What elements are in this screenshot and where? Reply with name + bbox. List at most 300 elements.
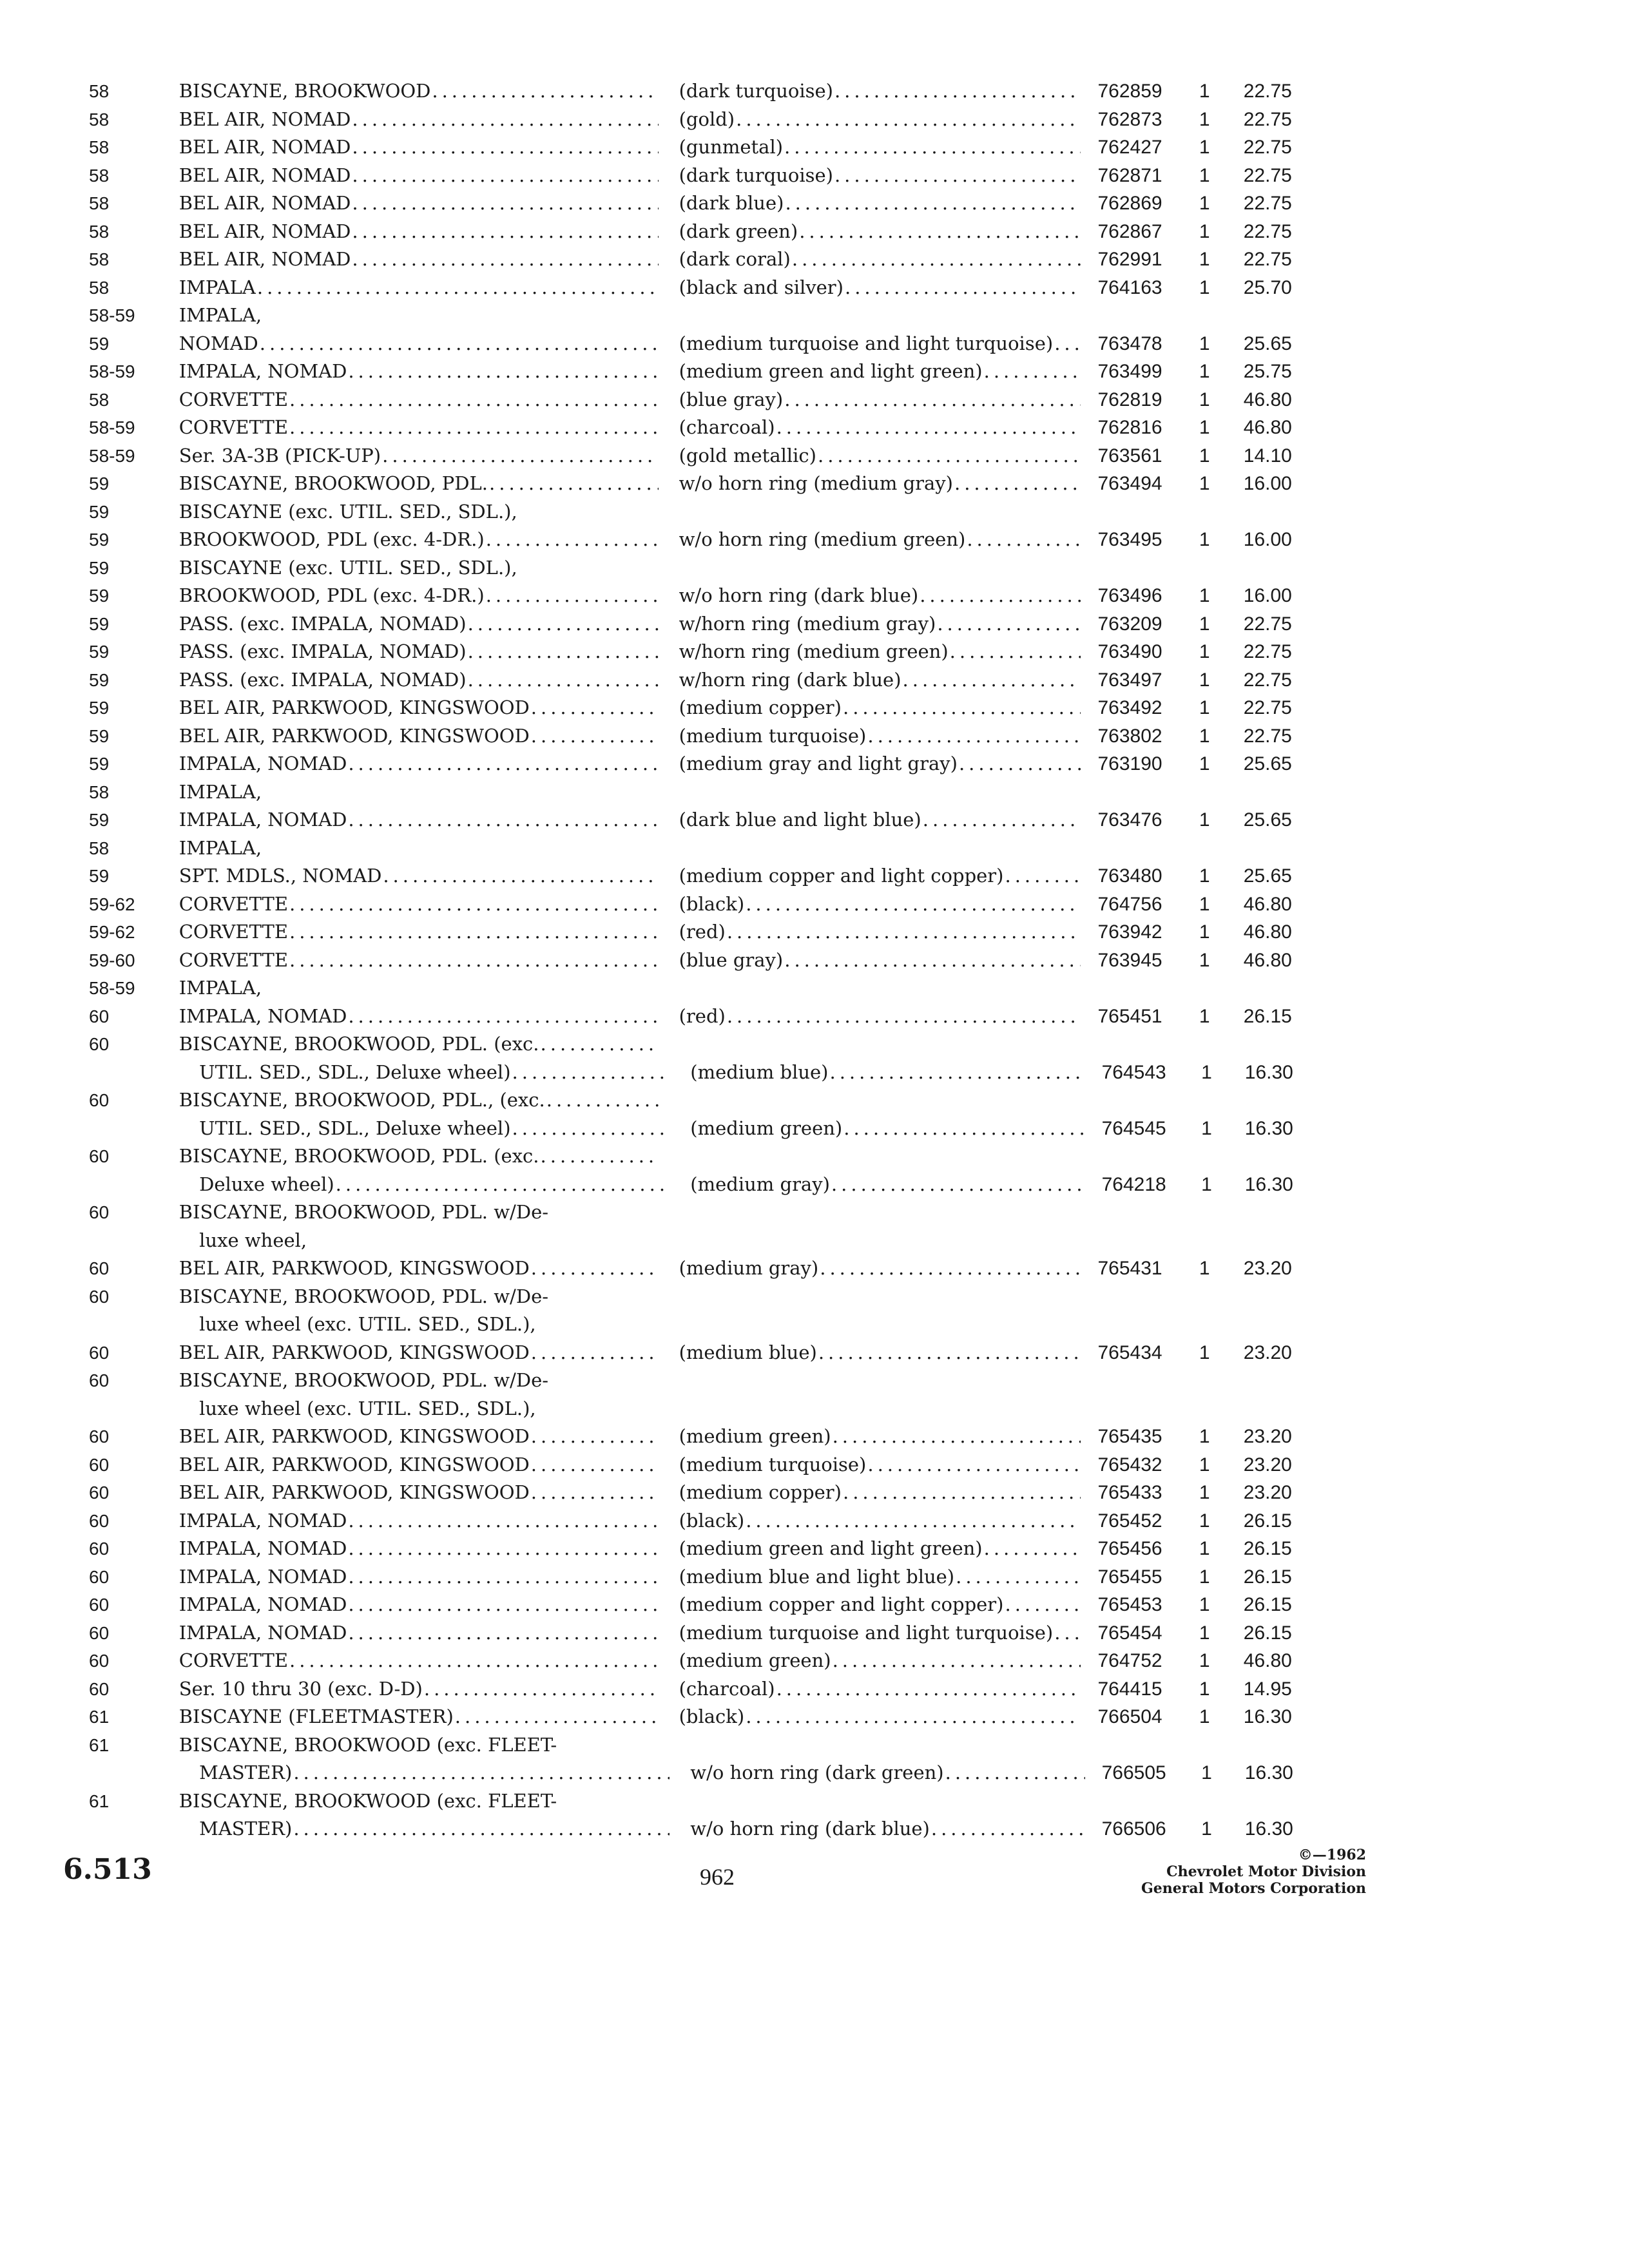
model-year-text: 58 bbox=[89, 782, 110, 802]
price bbox=[1244, 386, 1313, 414]
model-name bbox=[179, 442, 659, 470]
quantity-text: 1 bbox=[1199, 865, 1210, 887]
part-number-text: 762859 bbox=[1097, 81, 1162, 102]
quantity bbox=[1199, 1675, 1244, 1704]
catalog-row bbox=[89, 947, 1313, 975]
quantity-text: 1 bbox=[1199, 1566, 1210, 1588]
price bbox=[1244, 918, 1313, 947]
model-name bbox=[179, 947, 659, 975]
model-name bbox=[179, 1367, 659, 1395]
color-description bbox=[679, 666, 1081, 695]
catalog-row bbox=[89, 1003, 1313, 1031]
model-year bbox=[89, 189, 179, 218]
dot-leader bbox=[468, 638, 659, 666]
color-description bbox=[679, 1591, 1081, 1619]
quantity-text: 1 bbox=[1199, 164, 1210, 186]
model-name bbox=[179, 1423, 659, 1451]
price-text: 16.30 bbox=[1244, 1061, 1293, 1083]
model-year-text: 58-59 bbox=[89, 361, 135, 381]
model-year bbox=[89, 330, 179, 358]
part-number bbox=[1081, 1619, 1199, 1648]
model-name bbox=[179, 1003, 659, 1031]
color-description bbox=[690, 1115, 1084, 1143]
price-text: 23.20 bbox=[1243, 1482, 1292, 1503]
model-name-text: BEL AIR, PARKWOOD, KINGSWOOD bbox=[178, 1425, 530, 1447]
model-name bbox=[179, 1451, 659, 1479]
part-number bbox=[1081, 1479, 1199, 1507]
quantity-text: 1 bbox=[1199, 613, 1210, 635]
model-name-text: BISCAYNE, BROOKWOOD, PDL. bbox=[178, 472, 488, 494]
quantity-text: 1 bbox=[1199, 529, 1210, 550]
quantity-text: 1 bbox=[1199, 585, 1210, 606]
catalog-row bbox=[89, 1815, 1313, 1843]
quantity bbox=[1199, 470, 1244, 498]
part-number-text: 763190 bbox=[1097, 753, 1162, 774]
division-name: Chevrolet Motor Division bbox=[1166, 1863, 1366, 1880]
price-text: 14.95 bbox=[1243, 1678, 1292, 1700]
dot-leader bbox=[954, 470, 1081, 498]
model-name bbox=[179, 358, 659, 386]
model-year bbox=[89, 750, 179, 778]
dot-leader bbox=[352, 133, 658, 162]
quantity bbox=[1199, 582, 1244, 610]
model-year-text: 58-59 bbox=[89, 445, 135, 466]
dot-leader bbox=[820, 1254, 1081, 1283]
model-name-text: Deluxe wheel) bbox=[199, 1173, 334, 1195]
quantity-text: 1 bbox=[1199, 1426, 1210, 1447]
color-description bbox=[679, 218, 1081, 246]
quantity bbox=[1199, 1339, 1244, 1367]
model-name-text: PASS. (exc. IMPALA, NOMAD) bbox=[178, 612, 467, 635]
dot-leader bbox=[984, 1535, 1081, 1563]
dot-leader bbox=[833, 1423, 1081, 1451]
model-year bbox=[89, 666, 179, 695]
model-name-text: IMPALA, NOMAD bbox=[178, 360, 347, 382]
model-year-text: 61 bbox=[89, 1735, 110, 1755]
quantity bbox=[1199, 189, 1244, 218]
quantity bbox=[1201, 1171, 1245, 1199]
model-name-text: BEL AIR, NOMAD bbox=[178, 108, 351, 130]
catalog-row bbox=[89, 1423, 1313, 1451]
model-year-text: 60 bbox=[89, 1342, 110, 1363]
quantity bbox=[1199, 1619, 1244, 1648]
model-name bbox=[177, 1311, 670, 1339]
model-year bbox=[89, 974, 179, 1003]
quantity bbox=[1199, 1479, 1244, 1507]
quantity bbox=[1201, 1059, 1245, 1087]
model-year bbox=[89, 526, 179, 554]
dot-leader bbox=[336, 1171, 670, 1199]
model-name-text: UTIL. SED., SDL., Deluxe wheel) bbox=[199, 1117, 511, 1139]
price bbox=[1244, 218, 1313, 246]
catalog-row bbox=[89, 638, 1313, 666]
model-year bbox=[89, 638, 179, 666]
dot-leader bbox=[867, 1451, 1081, 1479]
part-number-text: 765455 bbox=[1097, 1566, 1162, 1588]
model-name-text: Ser. 3A-3B (PICK-UP) bbox=[178, 444, 381, 466]
dot-leader bbox=[831, 1171, 1085, 1199]
model-year-text: 61 bbox=[89, 1791, 110, 1811]
model-name bbox=[177, 1171, 670, 1199]
price bbox=[1244, 133, 1313, 162]
dot-leader bbox=[843, 1115, 1084, 1143]
model-year bbox=[89, 133, 179, 162]
model-year bbox=[89, 1563, 179, 1591]
model-year bbox=[89, 1479, 179, 1507]
model-name bbox=[179, 1675, 659, 1704]
dot-leader bbox=[792, 245, 1081, 274]
catalog-row bbox=[89, 386, 1313, 414]
model-year-text: 58 bbox=[89, 389, 110, 410]
part-number-text: 765432 bbox=[1097, 1454, 1162, 1475]
model-year-text: 59 bbox=[89, 474, 110, 494]
quantity-text: 1 bbox=[1199, 1650, 1210, 1671]
model-name-text: BISCAYNE, BROOKWOOD, PDL. w/De- bbox=[178, 1285, 549, 1307]
quantity bbox=[1199, 386, 1244, 414]
dot-leader bbox=[541, 1142, 659, 1171]
catalog-row bbox=[89, 1198, 1313, 1227]
part-number bbox=[1081, 526, 1199, 554]
quantity-text: 1 bbox=[1199, 809, 1210, 831]
part-number-text: 762871 bbox=[1097, 164, 1162, 186]
dot-leader bbox=[776, 1675, 1081, 1704]
price-text: 22.75 bbox=[1243, 669, 1292, 691]
part-number-text: 765453 bbox=[1097, 1594, 1162, 1615]
dot-leader bbox=[293, 1759, 670, 1787]
model-year bbox=[89, 414, 179, 442]
model-year bbox=[89, 1198, 179, 1227]
model-name-text: BISCAYNE, BROOKWOOD, PDL. (exc. bbox=[178, 1033, 539, 1055]
color-description bbox=[679, 189, 1081, 218]
catalog-row bbox=[89, 1507, 1313, 1535]
price bbox=[1244, 722, 1313, 751]
model-year bbox=[89, 806, 179, 834]
model-name-text: PASS. (exc. IMPALA, NOMAD) bbox=[178, 668, 467, 691]
model-name bbox=[177, 1759, 670, 1787]
model-year bbox=[89, 1647, 179, 1675]
dot-leader bbox=[843, 694, 1081, 722]
model-name bbox=[179, 778, 659, 807]
model-name-text: CORVETTE bbox=[178, 388, 288, 410]
quantity-text: 1 bbox=[1201, 1117, 1212, 1139]
part-number bbox=[1081, 274, 1199, 302]
color-description-text: (medium green and light green) bbox=[679, 360, 983, 382]
price-text: 26.15 bbox=[1243, 1622, 1292, 1644]
dot-leader bbox=[348, 358, 658, 386]
price-text: 16.00 bbox=[1243, 585, 1292, 606]
color-description-text: (medium copper) bbox=[679, 1481, 842, 1503]
model-name-text: BEL AIR, PARKWOOD, KINGSWOOD bbox=[178, 1453, 530, 1475]
dot-leader bbox=[727, 1003, 1081, 1031]
part-number-text: 763478 bbox=[1097, 332, 1162, 354]
part-number-text: 763490 bbox=[1097, 641, 1162, 662]
price bbox=[1244, 1003, 1313, 1031]
model-year bbox=[89, 1283, 179, 1311]
part-number-text: 763802 bbox=[1097, 725, 1162, 747]
price bbox=[1244, 274, 1313, 302]
catalog-row bbox=[89, 1647, 1313, 1675]
model-name-text: CORVETTE bbox=[178, 416, 288, 438]
model-year bbox=[89, 1535, 179, 1563]
part-number-text: 765456 bbox=[1097, 1538, 1162, 1559]
color-description-text: (medium blue and light blue) bbox=[679, 1565, 955, 1588]
model-year-text: 61 bbox=[89, 1707, 110, 1727]
price-text: 25.75 bbox=[1243, 361, 1292, 382]
price bbox=[1244, 1619, 1313, 1648]
model-year bbox=[89, 302, 179, 330]
quantity-text: 1 bbox=[1199, 445, 1210, 466]
catalog-row bbox=[89, 890, 1313, 919]
quantity-text: 1 bbox=[1201, 1173, 1212, 1195]
catalog-row bbox=[89, 554, 1313, 582]
color-description-text: (blue gray) bbox=[679, 948, 784, 971]
dot-leader bbox=[843, 1479, 1081, 1507]
model-name-text: MASTER) bbox=[199, 1818, 293, 1840]
dot-leader bbox=[1005, 862, 1081, 890]
quantity bbox=[1199, 890, 1244, 919]
dot-leader bbox=[257, 274, 659, 302]
model-year-text: 58-59 bbox=[89, 418, 135, 437]
color-description-text: (dark turquoise) bbox=[679, 164, 833, 186]
model-name bbox=[179, 1198, 659, 1227]
price bbox=[1244, 1647, 1313, 1675]
quantity bbox=[1199, 1423, 1244, 1451]
color-description bbox=[679, 722, 1081, 751]
part-number bbox=[1081, 1003, 1199, 1031]
price bbox=[1245, 1059, 1313, 1087]
catalog-row bbox=[89, 1311, 1313, 1339]
dot-leader bbox=[818, 442, 1081, 470]
dot-leader bbox=[382, 442, 658, 470]
part-number-text: 762427 bbox=[1097, 137, 1162, 158]
model-name bbox=[179, 1507, 659, 1535]
color-description bbox=[679, 1423, 1081, 1451]
color-description-text: w/horn ring (dark blue) bbox=[679, 668, 901, 691]
model-name bbox=[179, 918, 659, 947]
dot-leader bbox=[348, 1563, 658, 1591]
price bbox=[1244, 694, 1313, 722]
part-number-text: 764218 bbox=[1101, 1173, 1166, 1195]
color-description bbox=[679, 162, 1081, 190]
color-description bbox=[679, 1619, 1081, 1648]
price bbox=[1244, 1535, 1313, 1563]
price-text: 26.15 bbox=[1243, 1510, 1292, 1532]
model-year bbox=[89, 1619, 179, 1648]
catalog-row bbox=[89, 722, 1313, 751]
catalog-row bbox=[89, 1703, 1313, 1731]
price-text: 46.80 bbox=[1243, 417, 1292, 438]
quantity bbox=[1201, 1815, 1245, 1843]
model-name-text: BEL AIR, NOMAD bbox=[178, 136, 351, 158]
quantity-text: 1 bbox=[1199, 193, 1210, 214]
part-number bbox=[1081, 162, 1199, 190]
model-name-text: BEL AIR, PARKWOOD, KINGSWOOD bbox=[178, 1481, 530, 1503]
color-description-text: (medium blue) bbox=[690, 1061, 829, 1083]
part-number bbox=[1081, 750, 1199, 778]
price-text: 22.75 bbox=[1243, 81, 1292, 102]
color-description bbox=[679, 750, 1081, 778]
part-number-text: 764752 bbox=[1097, 1650, 1162, 1671]
dot-leader bbox=[541, 1030, 659, 1059]
quantity bbox=[1199, 694, 1244, 722]
model-year-text: 60 bbox=[89, 1454, 110, 1475]
catalog-row bbox=[89, 162, 1313, 190]
dot-leader bbox=[746, 1703, 1081, 1731]
catalog-row bbox=[89, 974, 1313, 1003]
color-description bbox=[679, 1254, 1081, 1283]
model-year bbox=[89, 498, 179, 526]
color-description-text: (red) bbox=[679, 1004, 726, 1027]
part-number-text: 765434 bbox=[1097, 1341, 1162, 1363]
model-year-text: 58 bbox=[89, 277, 110, 298]
part-number bbox=[1085, 1059, 1202, 1087]
part-number bbox=[1081, 1563, 1199, 1591]
part-number-text: 763496 bbox=[1097, 585, 1162, 606]
model-year-text: 59 bbox=[89, 333, 110, 354]
dot-leader bbox=[845, 274, 1081, 302]
part-number-text: 766504 bbox=[1097, 1706, 1162, 1727]
model-name bbox=[179, 1535, 659, 1563]
price bbox=[1244, 358, 1313, 386]
model-year bbox=[89, 274, 179, 302]
color-description-text: (medium green and light green) bbox=[679, 1537, 983, 1559]
model-name bbox=[177, 1115, 670, 1143]
model-year-text: 58 bbox=[89, 165, 110, 186]
dot-leader bbox=[468, 666, 659, 695]
color-description-text: (medium green) bbox=[679, 1649, 831, 1671]
quantity bbox=[1199, 806, 1244, 834]
color-description-text: (dark blue and light blue) bbox=[679, 809, 921, 831]
quantity bbox=[1199, 274, 1244, 302]
model-name-text: BISCAYNE, BROOKWOOD, PDL. w/De- bbox=[178, 1369, 549, 1391]
price bbox=[1244, 1703, 1313, 1731]
dot-leader bbox=[531, 1423, 659, 1451]
dot-leader bbox=[1054, 1619, 1081, 1648]
catalog-row bbox=[89, 245, 1313, 274]
part-number-text: 764545 bbox=[1101, 1117, 1166, 1139]
color-description-text: w/o horn ring (dark green) bbox=[690, 1762, 944, 1783]
part-number bbox=[1085, 1815, 1202, 1843]
page-number: 962 bbox=[700, 1864, 735, 1890]
part-number-text: 765452 bbox=[1097, 1510, 1162, 1532]
model-name-text: IMPALA, bbox=[178, 304, 262, 326]
model-year bbox=[89, 918, 179, 947]
part-number-text: 763945 bbox=[1097, 949, 1162, 971]
quantity-text: 1 bbox=[1199, 697, 1210, 718]
model-year-text: 60 bbox=[89, 1651, 110, 1671]
quantity bbox=[1201, 1115, 1245, 1143]
model-name-text: BISCAYNE, BROOKWOOD bbox=[178, 80, 431, 102]
quantity bbox=[1199, 162, 1244, 190]
price bbox=[1244, 1339, 1313, 1367]
model-year-text: 59 bbox=[89, 754, 110, 774]
catalog-row bbox=[89, 1030, 1313, 1059]
model-name bbox=[179, 245, 659, 274]
color-description-text: (gunmetal) bbox=[679, 136, 784, 158]
color-description-text: (charcoal) bbox=[679, 416, 775, 438]
model-name-text: BISCAYNE (exc. UTIL. SED., SDL.), bbox=[178, 500, 517, 523]
dot-leader bbox=[945, 1759, 1085, 1787]
quantity-text: 1 bbox=[1199, 1341, 1210, 1363]
quantity bbox=[1199, 442, 1244, 470]
model-name bbox=[179, 694, 659, 722]
price-text: 16.00 bbox=[1243, 473, 1292, 494]
price-text: 26.15 bbox=[1243, 1005, 1292, 1027]
dot-leader bbox=[352, 189, 658, 218]
quantity bbox=[1199, 1647, 1244, 1675]
quantity-text: 1 bbox=[1199, 669, 1210, 691]
catalog-row bbox=[89, 133, 1313, 162]
price bbox=[1244, 947, 1313, 975]
dot-leader bbox=[746, 890, 1081, 919]
price bbox=[1244, 1451, 1313, 1479]
catalog-row bbox=[89, 498, 1313, 526]
model-name-text: CORVETTE bbox=[178, 921, 288, 943]
dot-leader bbox=[937, 610, 1081, 639]
part-number-text: 762867 bbox=[1097, 220, 1162, 242]
price-text: 46.80 bbox=[1243, 921, 1292, 943]
model-year bbox=[89, 862, 179, 890]
price bbox=[1244, 162, 1313, 190]
model-name bbox=[179, 1703, 659, 1731]
part-number bbox=[1081, 947, 1199, 975]
part-number-text: 763476 bbox=[1097, 809, 1162, 831]
model-name bbox=[179, 106, 659, 134]
model-name bbox=[179, 834, 659, 863]
color-description-text: (blue gray) bbox=[679, 388, 784, 410]
dot-leader bbox=[1054, 330, 1081, 358]
quantity bbox=[1199, 414, 1244, 442]
model-name-text: IMPALA, bbox=[178, 836, 262, 859]
model-year bbox=[89, 610, 179, 639]
dot-leader bbox=[468, 610, 659, 639]
price-text: 25.65 bbox=[1243, 865, 1292, 887]
model-year-text: 59-62 bbox=[89, 922, 135, 942]
quantity bbox=[1199, 106, 1244, 134]
quantity-text: 1 bbox=[1199, 332, 1210, 354]
color-description bbox=[679, 1479, 1081, 1507]
catalog-row bbox=[89, 330, 1313, 358]
price-text: 22.75 bbox=[1243, 613, 1292, 635]
catalog-row bbox=[89, 1171, 1313, 1199]
quantity bbox=[1199, 1591, 1244, 1619]
dot-leader bbox=[531, 1254, 659, 1283]
model-year bbox=[89, 386, 179, 414]
catalog-row bbox=[89, 189, 1313, 218]
model-year-text: 58 bbox=[89, 137, 110, 157]
page-code: 6.513 bbox=[63, 1853, 152, 1886]
catalog-row bbox=[89, 862, 1313, 890]
catalog-row bbox=[89, 470, 1313, 498]
model-name bbox=[177, 1395, 670, 1423]
dot-leader bbox=[486, 582, 659, 610]
price-text: 26.15 bbox=[1243, 1594, 1292, 1615]
model-name bbox=[179, 1086, 659, 1115]
price-text: 25.70 bbox=[1243, 276, 1292, 298]
dot-leader bbox=[348, 1003, 658, 1031]
catalog-row bbox=[89, 442, 1313, 470]
dot-leader bbox=[289, 1647, 659, 1675]
part-number bbox=[1081, 245, 1199, 274]
part-number-text: 764543 bbox=[1101, 1061, 1166, 1083]
part-number bbox=[1081, 610, 1199, 639]
quantity-text: 1 bbox=[1199, 276, 1210, 298]
model-name bbox=[179, 133, 659, 162]
quantity-text: 1 bbox=[1199, 249, 1210, 270]
part-number bbox=[1081, 1591, 1199, 1619]
color-description bbox=[679, 806, 1081, 834]
color-description-text: (medium turquoise) bbox=[679, 1453, 867, 1475]
